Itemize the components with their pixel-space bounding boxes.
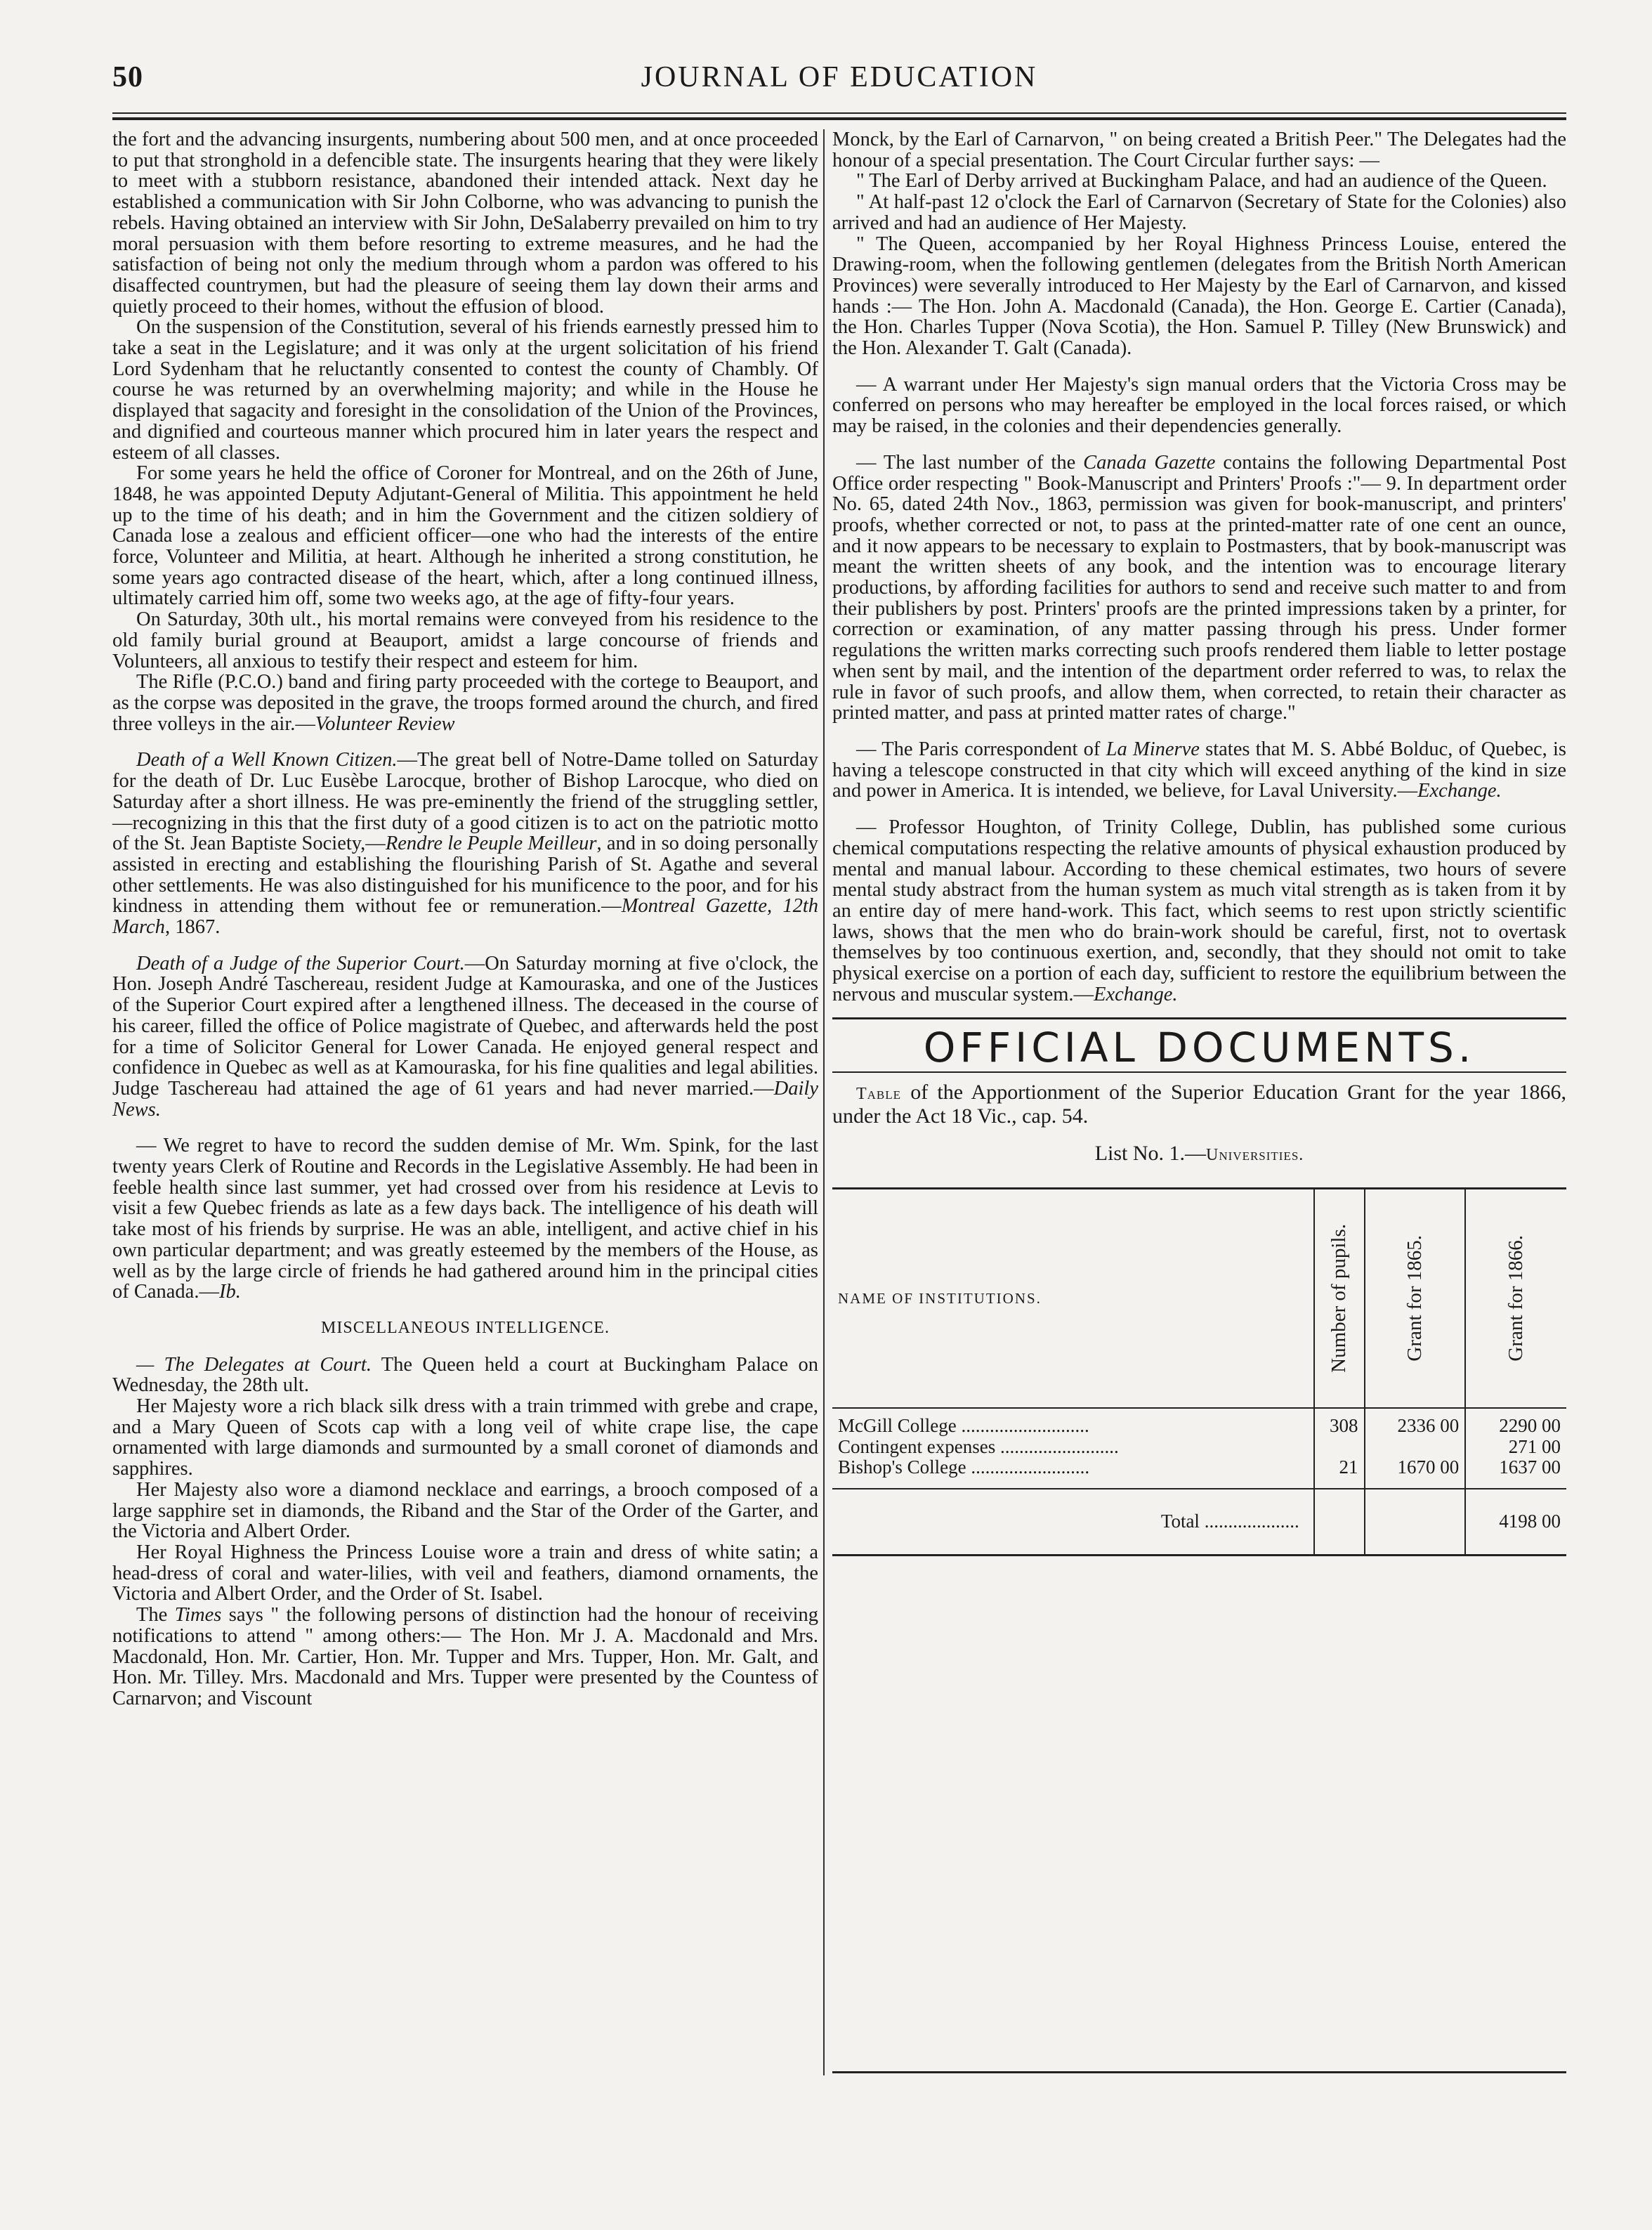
- item-heading: — The Delegates at Court.: [136, 1353, 372, 1376]
- column-header: Grant for 1866.: [1465, 1189, 1566, 1408]
- page-header: [112, 60, 1566, 103]
- paragraph: " The Earl of Derby arrived at Buckingham Palace, and had an audience of the Queen.: [856, 170, 1547, 193]
- source-citation: Ib.: [218, 1281, 241, 1303]
- paragraph: " At half-past 12 o'clock the Earl of Carnarvon (Secretary of State for the Colonies) also arrived and had an audience of Her Majesty.: [832, 191, 1566, 234]
- source-citation: Volunteer Review: [315, 712, 455, 735]
- column-header: NAME OF INSTITUTIONS.: [838, 1289, 1042, 1307]
- paragraph: For some years he held the office of Coroner for Montreal, and on the 26th of June, 1848, he was appointed Deputy Adjutant-General of Militia. This appointment he held up to the time of his death; and in him the Government and the citizen soldiery of Canada lose a zealous and efficient officer—one who had the interests of the entire force, Volunteer and Militia, at heart. Although he inherited a strong constitution, he some years ago contracted disease of the heart, which, after a long continued illness, ultimately carried him off, some two weeks ago, at the age of fifty-four years.: [112, 462, 818, 610]
- official-documents-title: OFFICIAL DOCUMENTS.: [923, 1024, 1476, 1072]
- paragraph: Death of a Judge of the Superior Court.—On Saturday morning at five o'clock, the Hon. Joseph André Taschereau, resident Judge at Kamouraska, and one of the Justices of the Superior Court expired after a lengthened illness. The deceased in the course of his career, filled the office of Police magistrate of Quebec, and afterwards held the post for a time of Solicitor General for Lower Canada. He enjoyed general respect and confidence in Quebec as well as at Kamouraska, for his fine qualities and legal abilities. Judge Taschereau had attained the age of 61 years and had never married.—Daily News.: [112, 952, 819, 1121]
- paragraph: — The Delegates at Court. The Queen held a court at Buckingham Palace on Wednesday, the 28th ult.: [112, 1353, 818, 1397]
- column-header: Grant for 1865.: [1365, 1189, 1466, 1408]
- table-row: [832, 1437, 1566, 1458]
- total-row: [832, 1489, 1566, 1556]
- grant-1866-cell: 271 00: [1465, 1437, 1566, 1458]
- paragraph: Death of a Well Known Citizen.—The great bell of Notre-Dame tolled on Saturday for the death of Dr. Luc Eusèbe Larocque, brother of Bishop Larocque, who died on Saturday after a short illness. He was pre-eminently the friend of the struggling settler,—recognizing in this that the first duty of a good citizen is to act on the patriotic motto of the St. Jean Baptiste Society,—Rendre le Peuple Meilleur, and in so doing personally assisted in erecting and establishing the flourishing Parish of St. Agathe and several other settlements. He was also distinguished for his munificence to the poor, and for his kindness in attending them without fee or remuneration.—Montreal Gazette, 12th March, 1867.: [112, 749, 818, 939]
- table-header-row: [832, 1189, 1566, 1408]
- paragraph: — Professor Houghton, of Trinity College, Dublin, has published some curious chemical computations respecting the relative amounts of physical exhaustion produced by mental and manual labour. According to these chemical estimates, two hours of severe mental study abstract from the human system as much vital strength as is taken from it by an entire day of mere hand-work. This fact, which seems to rest upon strictly scientific laws, shows that the men who do brain-work should be careful, first, not to overtask themselves by too continuous exertion, and, secondly, that they should not omit to take physical exercise on a portion of each day, sufficient to restore the equilibrium between the nervous and muscular system.—Exchange.: [832, 816, 1566, 1005]
- left-column: [112, 129, 818, 1709]
- total-value: 4198 00: [1465, 1489, 1566, 1556]
- pupils-cell: 308: [1314, 1408, 1365, 1437]
- section-rule: [832, 1017, 1566, 1019]
- institution-name: Bishop's College .........................: [838, 1456, 1090, 1478]
- paragraph: — The last number of the Canada Gazette contains the following Departmental Post Office order respecting " Book-Manuscript and Printers' Proofs :"— 9. In department order No. 65, dated 24th Nov., 1863, permission was given for book-manuscript, and printers' proofs, whether corrected or not, to pass at the printed-matter rate of one cent an ounce, and it now appears to be necessary to explain to Postmasters, that by book-manuscript was meant the written sheets of any book, and the intention was to encourage literary productions, by affording facilities for authors to send and receive such matter to and from their publishers by post. Printers' proofs are the printed impressions taken by a printer, for correction or examination, of any matter passing through his press. Under former regulations the written marks correcting such proofs rendered them liable to letter postage when sent by mail, and the intention of the department order referred to was, to relax the rule in favor of such proofs, and allow them, when corrected, to retain their character as printed matter, and pass at printed matter rates of charge.": [832, 451, 1566, 724]
- source-citation: Exchange.: [1094, 983, 1178, 1005]
- grant-1866-cell: 2290 00: [1465, 1408, 1566, 1437]
- footer-rule: [832, 2071, 1566, 2073]
- paragraph: The Times says " the following persons of distinction had the honour of receiving notifications to attend " among others:— The Hon. Mr J. A. Macdonald and Mrs. Macdonald, Hon. Mr. Cartier, Hon. Mr. Tupper and Mrs. Tupper, Hon. Mr. Galt, and Hon. Mr. Tilley. Mrs. Macdonald and Mrs. Tupper were presented by the Countess of Carnarvon; and Viscount: [112, 1604, 819, 1709]
- header-rule-thin: [112, 112, 1566, 114]
- paragraph: Monck, by the Earl of Carnarvon, " on being created a British Peer." The Delegates had the honour of a special presentation. The Court Circular further says: —: [832, 129, 1566, 171]
- grant-1865-cell: 2336 00: [1365, 1408, 1466, 1437]
- institution-name: Contingent expenses .........................: [838, 1435, 1119, 1457]
- item-heading: Death of a Judge of the Superior Court.: [136, 952, 465, 974]
- paragraph: — A warrant under Her Majesty's sign manual orders that the Victoria Cross may be conferred on persons who may hereafter be employed in the local forces raised, or which may be raised, in the colonies and their dependencies generally.: [832, 373, 1566, 438]
- pupils-cell: 21: [1314, 1457, 1365, 1478]
- section-rule: [832, 1071, 1566, 1073]
- grant-1865-cell: [1365, 1437, 1466, 1458]
- paragraph: — The Paris correspondent of La Minerve states that M. S. Abbé Bolduc, of Quebec, is having a telescope constructed in that city which will exceed anything of the kind in size and power in America. It is intended, we believe, for Laval University.—Exchange.: [832, 738, 1566, 802]
- paragraph: Her Majesty wore a rich black silk dress with a train trimmed with grebe and crape, and a Mary Queen of Scots cap with a long veil of white crape lise, the cape ornamented with large diamonds and surmounted by a small coronet of diamonds and sapphires.: [112, 1395, 818, 1480]
- institution-name: McGill College ...........................: [838, 1414, 1089, 1436]
- paragraph: Her Royal Highness the Princess Louise wore a train and dress of white satin; a head-dress of coral and water-lilies, with veil and feathers, diamond ornaments, the Victoria and Albert Order, and the Order of St. Isabel.: [112, 1541, 818, 1605]
- table-spacer: [832, 1478, 1566, 1489]
- source-citation: Montreal Gazette, 12th March: [112, 895, 818, 939]
- paragraph: On Saturday, 30th ult., his mortal remains were conveyed from his residence to the old family burial ground at Beauport, amidst a large concourse of friends and Volunteers, all anxious to testify their respect and esteem for him.: [112, 608, 818, 672]
- table-row: [832, 1457, 1566, 1478]
- source-citation: Daily News.: [112, 1077, 818, 1121]
- grant-table: [832, 1189, 1566, 1556]
- table-row: [832, 1408, 1566, 1437]
- running-title: JOURNAL OF EDUCATION: [641, 61, 1038, 93]
- column-divider: [823, 129, 825, 2075]
- paragraph: the fort and the advancing insurgents, numbering about 500 men, and at once proceeded to put that stronghold in a defencible state. The insurgents hearing that they were likely to meet with a stubborn resistance, abandoned their intended attack. Next day he established a communication with Sir John Colborne, who was advancing to punish the rebels. Having obtained an interview with Sir John, DeSalaberry prevailed on him to try moral persuasion with them before resorting to extreme measures, and he had the satisfaction of being not only the medium through whom a pardon was offered to his disaffected countrymen, but had the pleasure of seeing them lay down their arms and quietly proceed to their homes, without the effusion of blood.: [112, 129, 818, 318]
- grant-1865-cell: 1670 00: [1365, 1457, 1466, 1478]
- page-number: 50: [112, 61, 143, 93]
- paragraph: The Rifle (P.C.O.) band and firing party proceeded with the cortege to Beauport, and as the corpse was deposited in the grave, the troops formed around the church, and fired three volleys in the air.—Volunteer Review: [112, 671, 818, 735]
- paragraph: On the suspension of the Constitution, several of his friends earnestly pressed him to take a seat in the Legislature; and it was only at the urgent solicitation of his friend Lord Sydenham that he reluctantly consented to contest the county of Chambly. Of course he was returned by an overwhelming majority; and while in the House he displayed that sagacity and foresight in the consolidation of the Union of the Provinces, and dignified and courteous manner which procured him in later years the respect and esteem of all classes.: [112, 316, 818, 464]
- table-caption: Table of the Apportionment of the Superior Education Grant for the year 1866, under the Act 18 Vic., cap. 54.: [832, 1081, 1566, 1128]
- section-heading: MISCELLANEOUS INTELLIGENCE.: [321, 1318, 610, 1337]
- item-heading: Death of a Well Known Citizen.: [136, 749, 398, 771]
- grant-1866-cell: 1637 00: [1465, 1457, 1566, 1478]
- paragraph: Her Majesty also wore a diamond necklace and earrings, a brooch composed of a large sapphire set in diamonds, the Riband and the Star of the Order of the Garter, and the Victoria and Albert Order.: [112, 1478, 818, 1543]
- total-label: Total ....................: [1160, 1511, 1299, 1532]
- paragraph: — We regret to have to record the sudden demise of Mr. Wm. Spink, for the last twenty years Clerk of Routine and Records in the Legislative Assembly. He had been in feeble health since last summer, yet had crossed over from his residence at Levis to visit a few Quebec friends as late as a few days back. The intelligence of his death will take most of his friends by surprise. He was an able, intelligent, and active chief in his own particular department; and was greatly esteemed by the members of the House, as well as by the large circle of friends he had gathered around him in the principal cities of Canada.—Ib.: [112, 1135, 818, 1303]
- list-heading: List No. 1.—Universities.: [1094, 1142, 1304, 1166]
- header-rule-thick: [112, 117, 1566, 120]
- pupils-cell: [1314, 1437, 1365, 1458]
- column-header: Number of pupils.: [1314, 1189, 1365, 1408]
- source-citation: Exchange.: [1417, 780, 1502, 802]
- paragraph: " The Queen, accompanied by her Royal Highness Princess Louise, entered the Drawing-room, when the following gentlemen (delegates from the British North American Provinces) were severally introduced to Her Majesty by the Earl of Carnarvon, and kissed hands :— The Hon. John A. Macdonald (Canada), the Hon. George E. Cartier (Canada), the Hon. Charles Tupper (Nova Scotia), the Hon. Samuel P. Tilley (New Brunswick) and the Hon. Alexander T. Galt (Canada).: [832, 233, 1566, 360]
- right-column: [832, 129, 1566, 1556]
